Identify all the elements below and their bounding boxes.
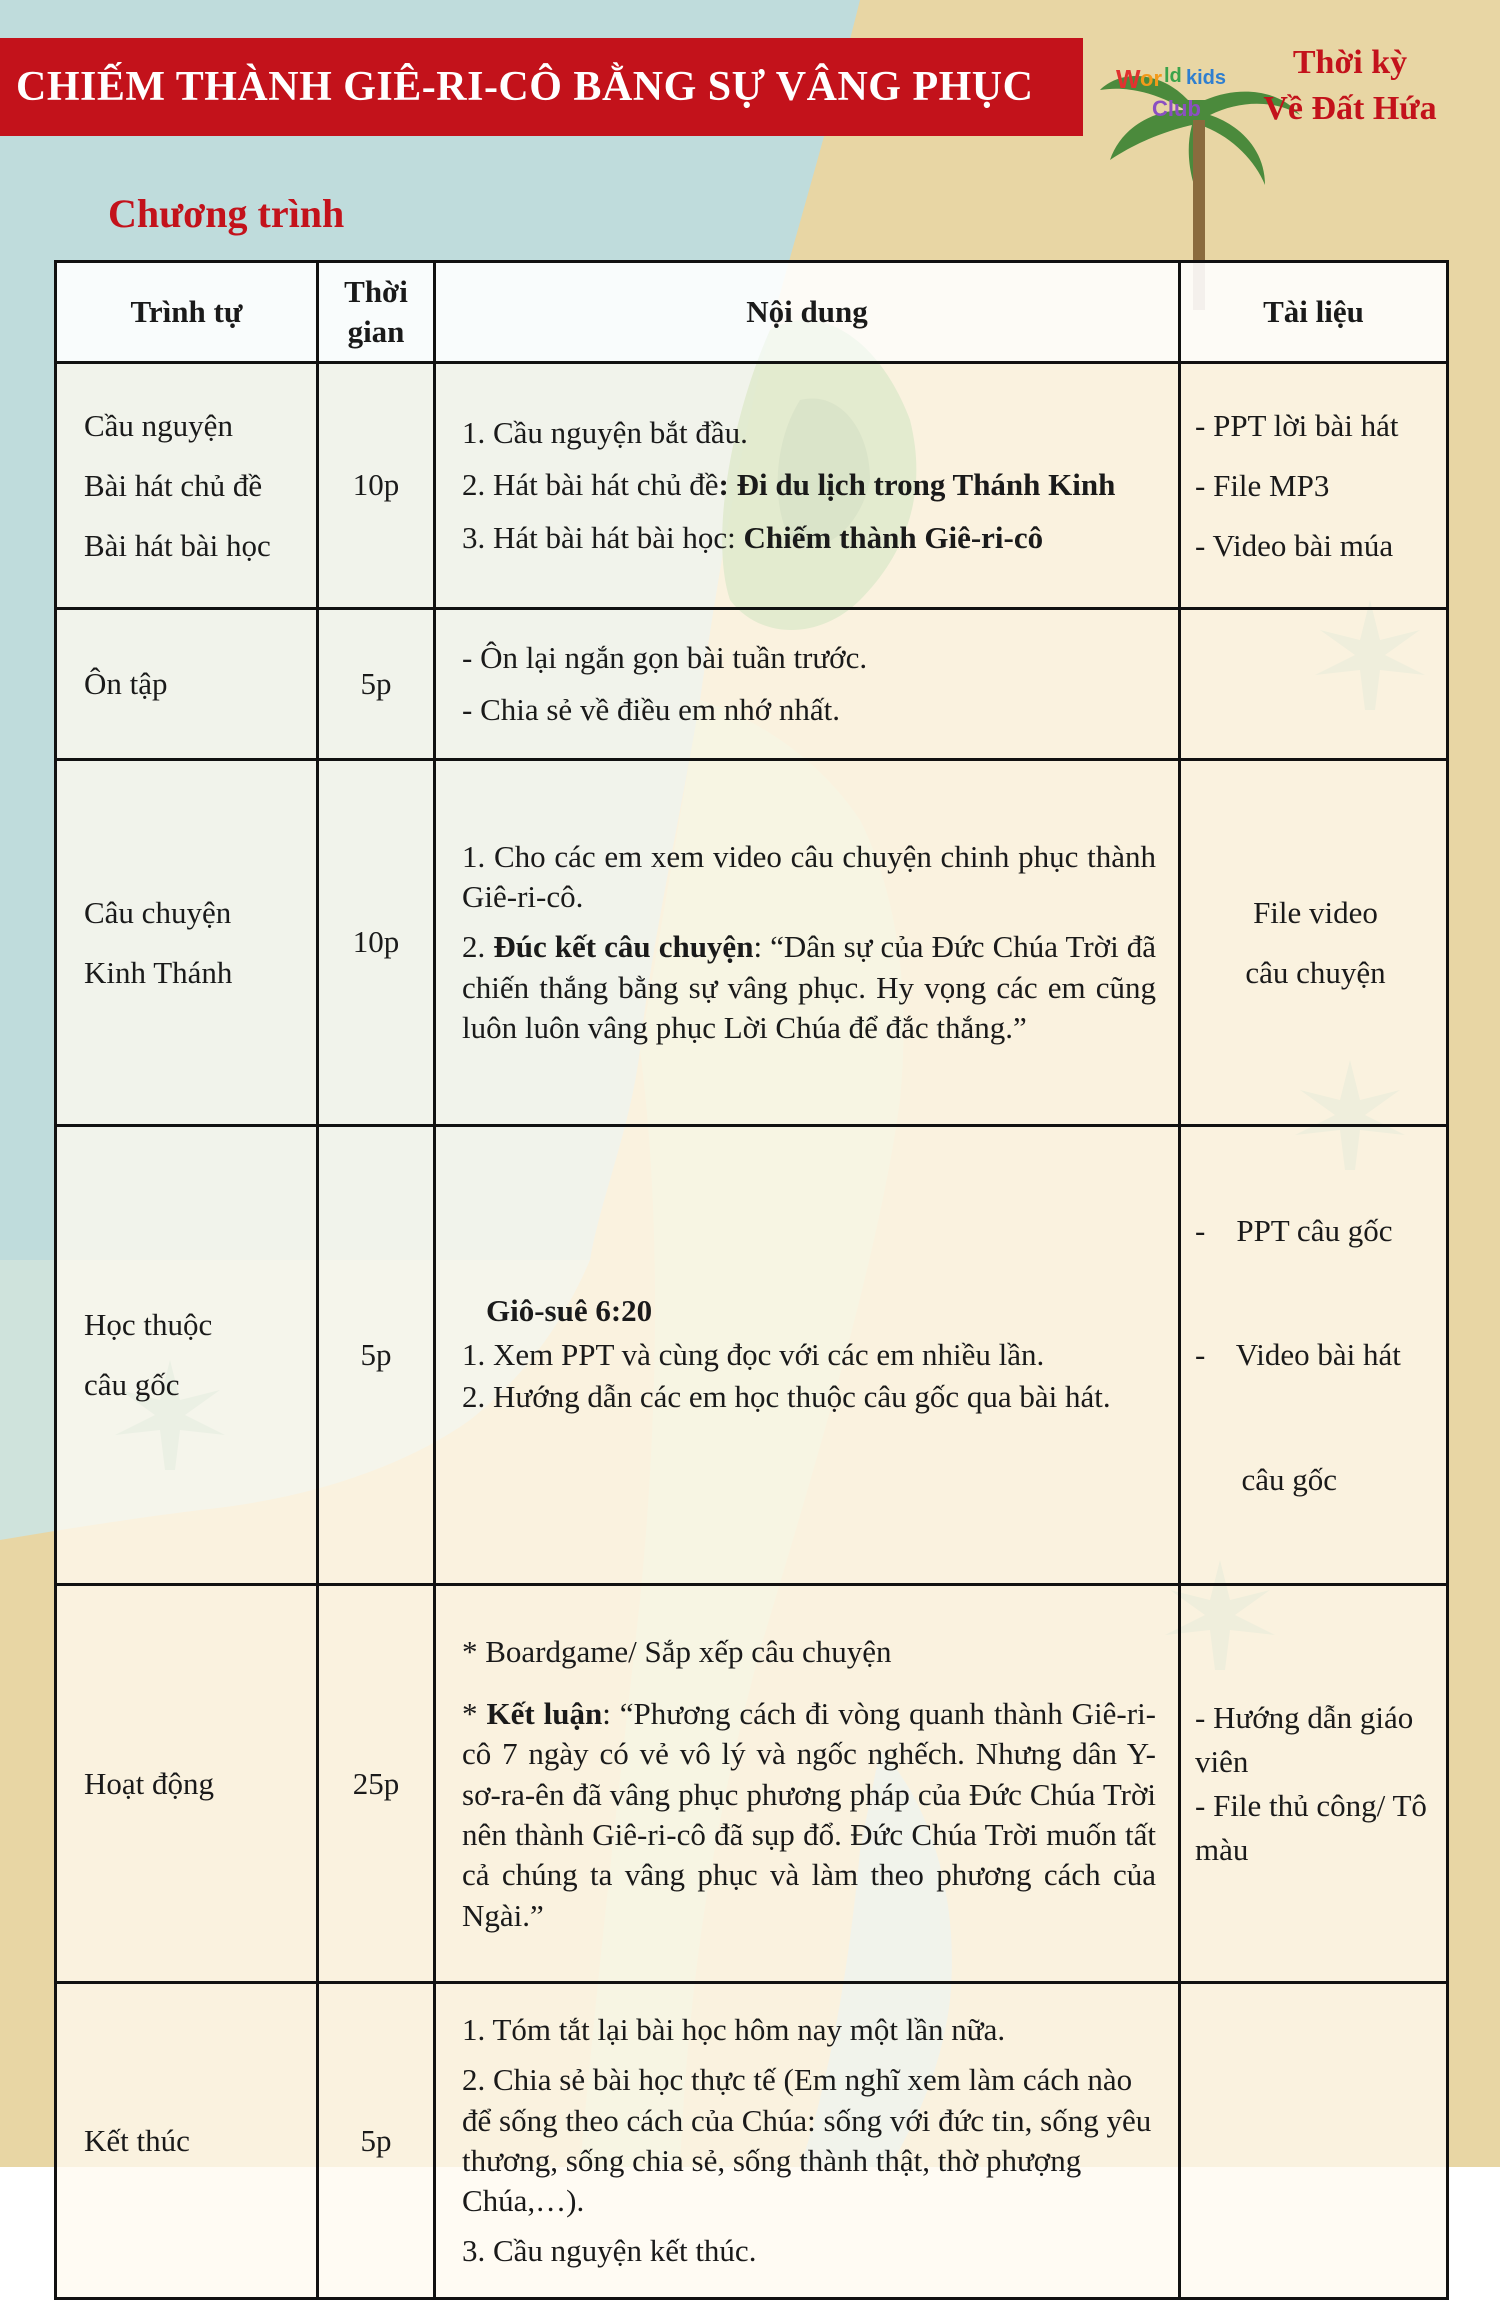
step-cell — [56, 609, 318, 760]
svg-text:or: or — [1140, 66, 1162, 91]
time-cell: 5p — [318, 1983, 435, 2299]
table-row — [56, 1126, 1448, 1585]
header-step: Trình tự — [56, 262, 318, 363]
step-cell — [56, 760, 318, 1126]
step-line: Học thuộc — [84, 1307, 213, 1343]
program-table — [54, 260, 1449, 2300]
content-cell — [435, 609, 1180, 760]
table-header-row — [56, 262, 1448, 363]
content-cell — [435, 1983, 1180, 2299]
time-cell: 10p — [318, 363, 435, 609]
content-line: 2. Hướng dẫn các em học thuộc câu gốc qua bài hát. — [462, 1379, 1111, 1415]
table-row — [56, 760, 1448, 1126]
step-line: Cầu nguyện — [84, 407, 233, 443]
content-line: * Kết luận: “Phương cách đi vòng quanh thành Giê-ri-cô 7 ngày có vẻ vô lý và ngốc nghếch. Nhưng dân Y-sơ-ra-ên đã vâng phục phương pháp của Đức Chúa Trời nên thành Giê-ri-cô đã sụp đổ. Đức Chúa Trời muốn tất cả chúng ta vâng phục và làm theo phương cách của Ngài.” — [462, 1696, 1157, 1933]
content-line: 2. Hát bài hát chủ đề: Đi du lịch trong Thánh Kinh — [462, 467, 1116, 503]
time-cell: 10p — [318, 760, 435, 1126]
materials-cell — [1180, 1126, 1448, 1585]
content-cell — [435, 1126, 1180, 1585]
worldkids-club-logo — [1112, 58, 1230, 128]
time-cell: 5p — [318, 609, 435, 760]
step-line: Bài hát chủ đề — [84, 467, 263, 503]
material-item: File video — [1253, 894, 1378, 930]
title-banner — [0, 38, 1083, 136]
materials-cell — [1180, 363, 1448, 609]
series-line-2: Về Đất Hứa — [1263, 90, 1437, 127]
table-row — [56, 363, 1448, 609]
step-line: Kết thúc — [84, 2122, 190, 2158]
content-line: 1. Cầu nguyện bắt đầu. — [462, 415, 748, 451]
material-item: - Hướng dẫn giáo viên — [1195, 1699, 1414, 1779]
content-line: 3. Hát bài hát bài học: Chiếm thành Giê-ri-cô — [462, 519, 1044, 555]
content-line: 3. Cầu nguyện kết thúc. — [462, 2233, 757, 2269]
section-title: Chương trình — [108, 191, 345, 236]
step-cell — [56, 1983, 318, 2299]
material-item: - Video bài hát — [1195, 1337, 1401, 1373]
step-cell — [56, 1126, 318, 1585]
materials-cell — [1180, 1585, 1448, 1983]
content-line: 1. Xem PPT và cùng đọc với các em nhiều lần. — [462, 1337, 1045, 1373]
header-time: Thời gian — [318, 262, 435, 363]
page-title: CHIẾM THÀNH GIÊ-RI-CÔ BẰNG SỰ VÂNG PHỤC — [16, 64, 1034, 110]
table-row — [56, 1585, 1448, 1983]
svg-text:Club: Club — [1152, 96, 1201, 121]
header-content: Nội dung — [435, 262, 1180, 363]
step-line: câu gốc — [84, 1367, 180, 1403]
material-item: - Video bài múa — [1195, 527, 1394, 563]
material-item: - PPT câu gốc — [1195, 1212, 1393, 1248]
content-line: 2. Đúc kết câu chuyện: “Dân sự của Đức Chúa Trời đã chiến thắng bằng sự vâng phục. Hy vọng các em cũng luôn luôn vâng phục Lời Chúa để đắc thắng.” — [462, 929, 1156, 1045]
series-line-1: Thời kỳ — [1292, 44, 1408, 81]
content-cell — [435, 363, 1180, 609]
content-cell — [435, 760, 1180, 1126]
step-line: Hoạt động — [84, 1765, 215, 1801]
table-row — [56, 1983, 1448, 2299]
time-cell: 25p — [318, 1585, 435, 1983]
content-cell — [435, 1585, 1180, 1983]
step-cell — [56, 1585, 318, 1983]
content-line: 2. Chia sẻ bài học thực tế (Em nghĩ xem làm cách nào để sống theo cách của Chúa: sống với đức tin, sống yêu thương, sống chia sẻ, sống thành thật, thờ phượng Chúa,…). — [462, 2062, 1152, 2219]
content-line: * Boardgame/ Sắp xếp câu chuyện — [462, 1633, 892, 1669]
step-line: Kinh Thánh — [84, 954, 233, 990]
material-item: câu chuyện — [1245, 954, 1386, 990]
materials-cell — [1180, 760, 1448, 1126]
material-item: câu gốc — [1195, 1461, 1338, 1497]
content-line: 1. Tóm tắt lại bài học hôm nay một lần nữa. — [462, 2011, 1006, 2047]
memory-verse-reference: Giô-suê 6:20 — [486, 1292, 653, 1328]
materials-cell — [1180, 1983, 1448, 2299]
content-line: 1. Cho các em xem video câu chuyện chinh phục thành Giê-ri-cô. — [462, 838, 1156, 915]
material-item: - PPT lời bài hát — [1195, 407, 1399, 443]
svg-text:ld: ld — [1164, 65, 1182, 87]
svg-text:W: W — [1116, 64, 1141, 94]
svg-text:kids: kids — [1186, 67, 1227, 89]
header-materials: Tài liệu — [1180, 262, 1448, 363]
table-row — [56, 609, 1448, 760]
material-item: - File thủ công/ Tô màu — [1195, 1787, 1427, 1867]
step-cell — [56, 363, 318, 609]
time-cell: 5p — [318, 1126, 435, 1585]
step-line: Bài hát bài học — [84, 527, 271, 563]
material-item: - File MP3 — [1195, 467, 1330, 503]
content-line: - Chia sẻ về điều em nhớ nhất. — [462, 692, 840, 727]
content-line: - Ôn lại ngắn gọn bài tuần trước. — [462, 639, 868, 675]
materials-cell — [1180, 609, 1448, 760]
step-line: Câu chuyện — [84, 894, 232, 930]
step-line: Ôn tập — [84, 666, 168, 701]
series-label — [1240, 40, 1460, 132]
